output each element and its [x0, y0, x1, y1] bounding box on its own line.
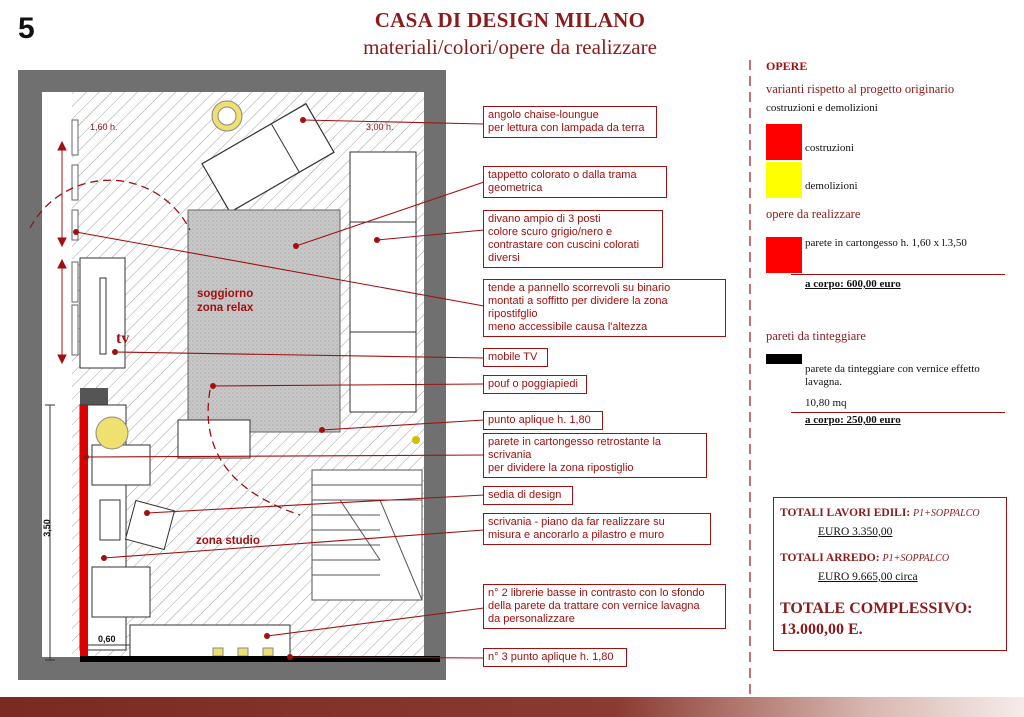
totali-lavori-value: EURO 3.350,00 — [818, 526, 893, 538]
title-line-2: materiali/colori/opere da realizzare — [363, 35, 657, 59]
dim-height-left: 1,60 h. — [90, 122, 118, 132]
partition-wall-red — [80, 405, 88, 658]
callout-curtains: tende a pannello scorrevoli su binario montati a soffitto per dividere la zona ripostifglio meno accessibile causa l'altezza — [483, 279, 726, 337]
callout-partition: parete in cartongesso retrostante la scrivania per dividere la zona ripostiglio — [483, 433, 707, 478]
swatch-costruzioni — [766, 124, 802, 160]
room-label-relax: zona relax — [197, 302, 254, 314]
pareti-tinteggiare-heading: pareti da tinteggiare — [766, 329, 866, 343]
label-mq: 10,80 mq — [805, 397, 847, 409]
tv-label: tv — [116, 330, 130, 347]
callout-bookshelves: n° 2 librerie basse in contrasto con lo sfondo della parete da trattare con vernice lavagna da personalizzare — [483, 584, 726, 629]
sofa — [350, 152, 416, 412]
label-lavagna-2: lavagna. — [805, 376, 842, 388]
swatch-demolizioni — [766, 162, 802, 198]
a-corpo-250: a corpo: 250,00 euro — [805, 414, 901, 426]
varianti-heading: varianti rispetto al progetto originario — [766, 82, 955, 96]
windows-left — [72, 120, 78, 355]
callout-rug: tappetto colorato o dalla trama geometrica — [483, 166, 667, 198]
totals-box — [773, 497, 1007, 651]
divider-1 — [791, 274, 1005, 275]
wall-lights — [213, 648, 273, 656]
callout-chair: sedia di design — [483, 486, 573, 505]
page-number: 5 — [18, 12, 35, 45]
callout-pouf: pouf o poggiapiedi — [483, 375, 587, 394]
callout-wall-lights: n° 3 punto aplique h. 1,80 — [483, 648, 627, 667]
label-demolizioni: demolizioni — [805, 180, 858, 192]
wall-lamp — [96, 417, 128, 449]
a-corpo-600: a corpo: 600,00 euro — [805, 278, 901, 290]
callout-aplique: punto aplique h. 1,80 — [483, 411, 603, 430]
callout-tv-unit: mobile TV — [483, 348, 548, 367]
label-lavagna-1: parete da tinteggiare con vernice effetto — [805, 363, 980, 375]
callout-chaise-longue: angolo chaise-loungue per lettura con lampada da terra — [483, 106, 657, 138]
room-label-studio: zona studio — [196, 535, 260, 547]
aplique-point — [412, 436, 420, 444]
blackboard-wall — [80, 656, 440, 662]
pouf — [178, 420, 250, 458]
totali-arredo-value: EURO 9.665,00 circa — [818, 571, 918, 583]
swatch-lavagna — [766, 354, 802, 364]
divider-2 — [791, 412, 1005, 413]
dim-height-right: 3,00 h. — [366, 122, 394, 132]
totali-lavori-label: TOTALI LAVORI EDILI: P1+SOPPALCO — [780, 507, 980, 519]
callout-sofa: divano ampio di 3 posti colore scuro grigio/nero e contrastare con cuscini colorati diversi — [483, 210, 663, 268]
callout-desk: scrivania - piano da far realizzare su misura e ancorarlo a pilastro e muro — [483, 513, 711, 545]
swatch-cartongesso — [766, 237, 802, 273]
totali-arredo-label: TOTALI ARREDO: P1+SOPPALCO — [780, 552, 950, 564]
totale-complessivo-value: 13.000,00 E. — [780, 621, 863, 638]
opere-heading: OPERE — [766, 59, 808, 73]
label-costruzioni: costruzioni — [805, 142, 854, 154]
dim-350: 3,50 — [41, 519, 52, 537]
label-cartongesso: parete in cartongesso h. 1,60 x l.3,50 — [805, 237, 967, 249]
dim-060: 0,60 — [98, 634, 116, 644]
footer-bar — [0, 697, 1024, 717]
rug — [188, 210, 340, 432]
stairs — [312, 470, 422, 600]
totale-complessivo-label: TOTALE COMPLESSIVO: — [780, 600, 973, 617]
opere-da-realizzare-heading: opere da realizzare — [766, 207, 861, 221]
costruzioni-demolizioni: costruzioni e demolizioni — [766, 102, 878, 114]
room-label-soggiorno: soggiorno — [197, 288, 254, 300]
title-line-1: CASA DI DESIGN MILANO — [374, 8, 646, 32]
